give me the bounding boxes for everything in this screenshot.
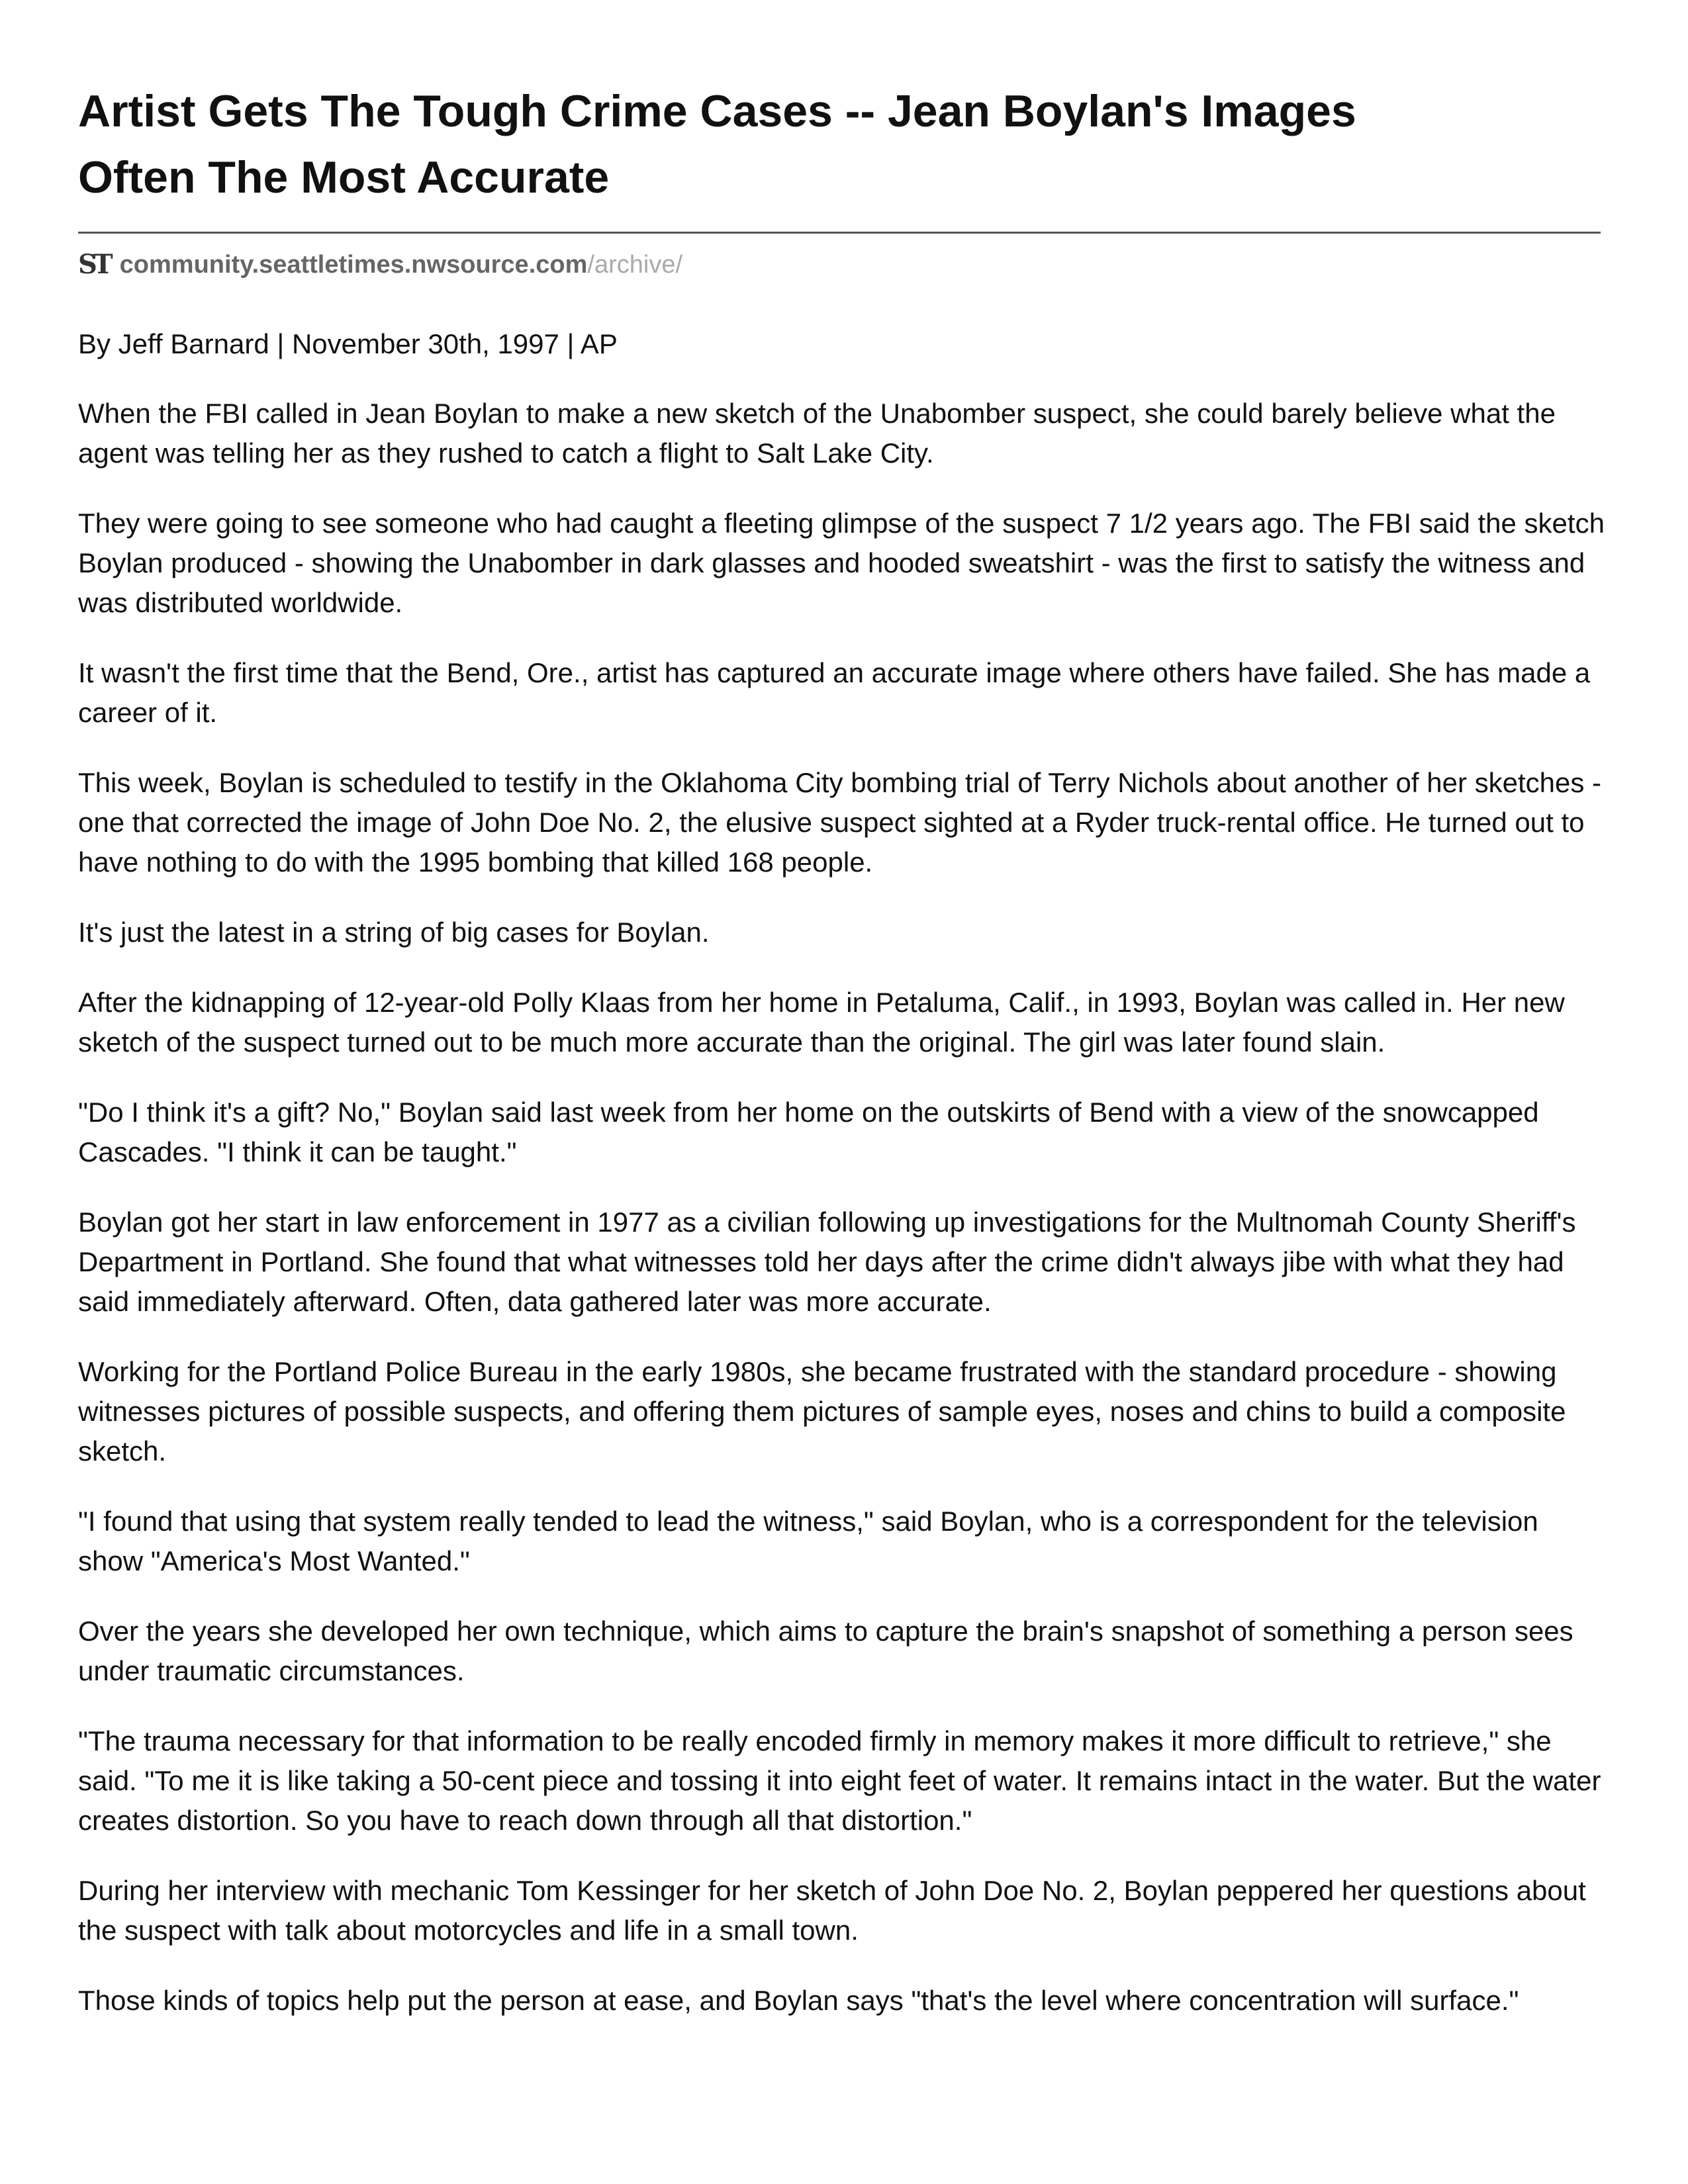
source-line	[78, 250, 1609, 280]
source-domain-link[interactable]: community.seattletimes.nwsource.com	[119, 250, 588, 279]
paragraph: They were going to see someone who had caught a fleeting glimpse of the suspect 7 1/2 years ago. The FBI said the sketch Boylan produced - showing the Unabomber in dark glasses and hooded sweatshirt - was the first to satisfy the witness and was distributed worldwide.	[78, 508, 1605, 618]
paragraph: "Do I think it's a gift? No," Boylan said last week from her home on the outskirts of Bend with a view of the snowcapped Cascades. "I think it can be taught."	[78, 1097, 1539, 1167]
paragraph: It's just the latest in a string of big cases for Boylan.	[78, 917, 710, 948]
article-page	[78, 78, 1609, 2021]
paragraph: "The trauma necessary for that information to be really encoded firmly in memory makes it more difficult to retrieve," she said. "To me it is like taking a 50-cent piece and tossing it into eight feet of water. It remains intact in the water. But the water creates distortion. So you have to reach down through all that distortion."	[78, 1725, 1601, 1836]
article-title-line-2: Often The Most Accurate	[78, 152, 610, 203]
paragraph: Boylan got her start in law enforcement in 1977 as a civilian following up investigations for the Multnomah County Sheriff's Department in Portland. She found that what witnesses told her days after the crime didn't always jibe with what they had said immediately afterward. Often, data gathered later was more accurate.	[78, 1206, 1576, 1317]
seattle-times-logo-icon: ST	[78, 249, 109, 280]
paragraph: Those kinds of topics help put the person at ease, and Boylan says "that's the level where concentration will surface."	[78, 1985, 1519, 2016]
article-title-line-1: Artist Gets The Tough Crime Cases -- Jean Boylan's Images	[78, 86, 1356, 136]
title-divider	[78, 232, 1601, 234]
paragraph: "I found that using that system really tended to lead the witness," said Boylan, who is a correspondent for the television show "America's Most Wanted."	[78, 1506, 1538, 1576]
paragraph: This week, Boylan is scheduled to testify in the Oklahoma City bombing trial of Terry Nichols about another of her sketches - one that corrected the image of John Doe No. 2, the elusive suspect sighted at a Ryder truck-rental office. He turned out to have nothing to do with the 1995 bombing that killed 168 people.	[78, 767, 1601, 878]
paragraph: During her interview with mechanic Tom Kessinger for her sketch of John Doe No. 2, Boylan peppered her questions about the suspect with talk about motorcycles and life in a small town.	[78, 1875, 1586, 1946]
paragraph: It wasn't the first time that the Bend, Ore., artist has captured an accurate image where others have failed. She has made a career of it.	[78, 657, 1591, 728]
paragraph: Over the years she developed her own technique, which aims to capture the brain's snapshot of something a person sees under traumatic circumstances.	[78, 1615, 1573, 1686]
article-title	[78, 78, 1609, 210]
paragraph: Working for the Portland Police Bureau in the early 1980s, she became frustrated with the standard procedure - showing witnesses pictures of possible suspects, and offering them pictures of sample eyes, noses and chins to build a composite sketch.	[78, 1356, 1566, 1467]
paragraph: After the kidnapping of 12-year-old Polly Klaas from her home in Petaluma, Calif., in 1993, Boylan was called in. Her new sketch of the suspect turned out to be much more accurate than the original. The girl was later found slain.	[78, 987, 1565, 1058]
source-path-link[interactable]: /archive/	[587, 250, 683, 279]
paragraph: When the FBI called in Jean Boylan to make a new sketch of the Unabomber suspect, she could barely believe what the agent was telling her as they rushed to catch a flight to Salt Lake City.	[78, 398, 1556, 469]
byline: By Jeff Barnard | November 30th, 1997 | AP	[78, 328, 618, 359]
article-body	[78, 394, 1609, 2021]
